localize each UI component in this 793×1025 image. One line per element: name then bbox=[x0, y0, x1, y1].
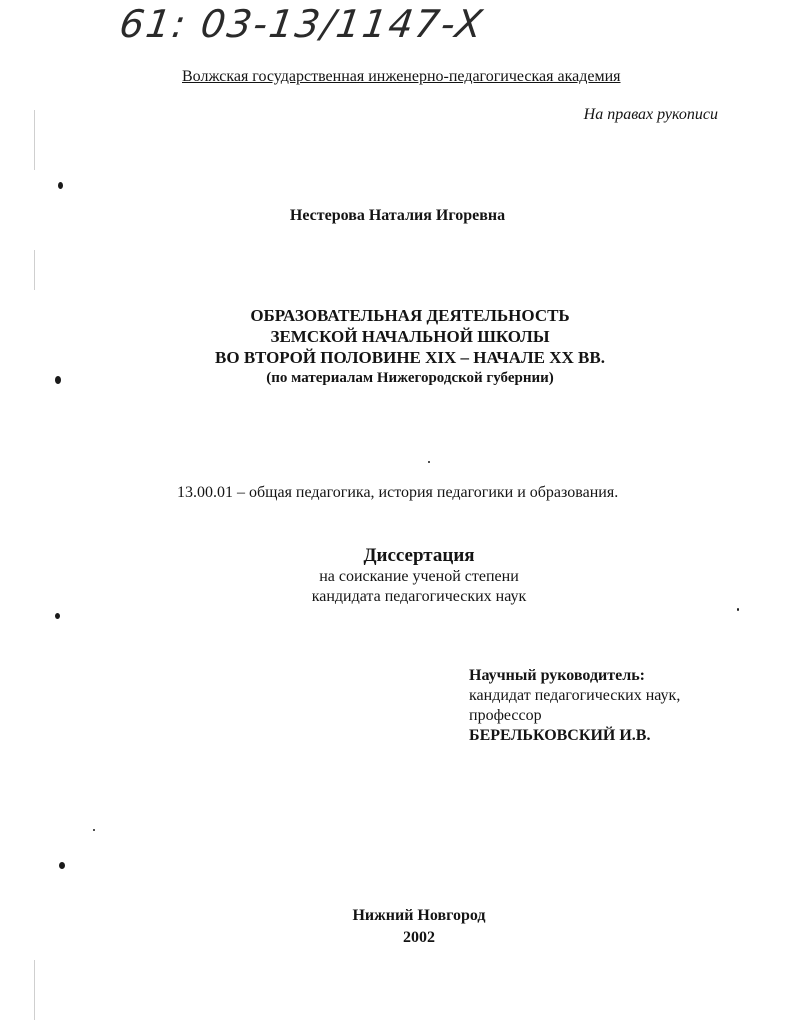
title-subtitle: (по материалам Нижегородской губернии) bbox=[266, 370, 554, 386]
scan-edge-line bbox=[34, 250, 35, 290]
institution-name: Волжская государственная инженерно-педагогическая академия bbox=[182, 68, 621, 85]
scan-edge-line bbox=[34, 110, 35, 170]
scan-speck bbox=[58, 182, 63, 189]
scan-speck bbox=[737, 608, 739, 611]
title-line-3: ВО ВТОРОЙ ПОЛОВИНЕ XIX – НАЧАЛЕ XX ВВ. bbox=[215, 348, 605, 367]
archive-number-handwritten: 61: 03-13/1147-X bbox=[116, 2, 487, 46]
scan-speck bbox=[428, 461, 430, 463]
title-line-2: ЗЕМСКОЙ НАЧАЛЬНОЙ ШКОЛЫ bbox=[270, 327, 550, 346]
supervisor-block bbox=[469, 666, 680, 746]
dissertation-degree-block bbox=[0, 545, 793, 607]
supervisor-label: Научный руководитель: bbox=[469, 667, 645, 684]
scan-speck bbox=[55, 613, 60, 619]
footer-year: 2002 bbox=[403, 929, 435, 946]
scan-speck bbox=[59, 862, 65, 869]
scan-edge-line bbox=[34, 960, 35, 1020]
scan-speck bbox=[93, 829, 95, 831]
degree-line-2: кандидата педагогических наук bbox=[311, 588, 527, 605]
title-line-1: ОБРАЗОВАТЕЛЬНАЯ ДЕЯТЕЛЬНОСТЬ bbox=[250, 306, 570, 325]
supervisor-degree: кандидат педагогических наук, bbox=[469, 687, 681, 704]
author-name: Нестерова Наталия Игоревна bbox=[289, 207, 506, 224]
dissertation-title bbox=[0, 305, 793, 389]
degree-line-1: на соискание ученой степени bbox=[319, 568, 519, 585]
specialty-code: 13.00.01 – общая педагогика, история педагогики и образования. bbox=[177, 484, 619, 501]
dissertation-heading: Диссертация bbox=[363, 545, 475, 566]
manuscript-rights-note: На правах рукописи bbox=[583, 106, 718, 123]
footer-place-year bbox=[0, 905, 793, 949]
supervisor-name: БЕРЕЛЬКОВСКИЙ И.В. bbox=[469, 727, 651, 744]
supervisor-rank: профессор bbox=[469, 707, 542, 724]
footer-city: Нижний Новгород bbox=[352, 907, 486, 924]
